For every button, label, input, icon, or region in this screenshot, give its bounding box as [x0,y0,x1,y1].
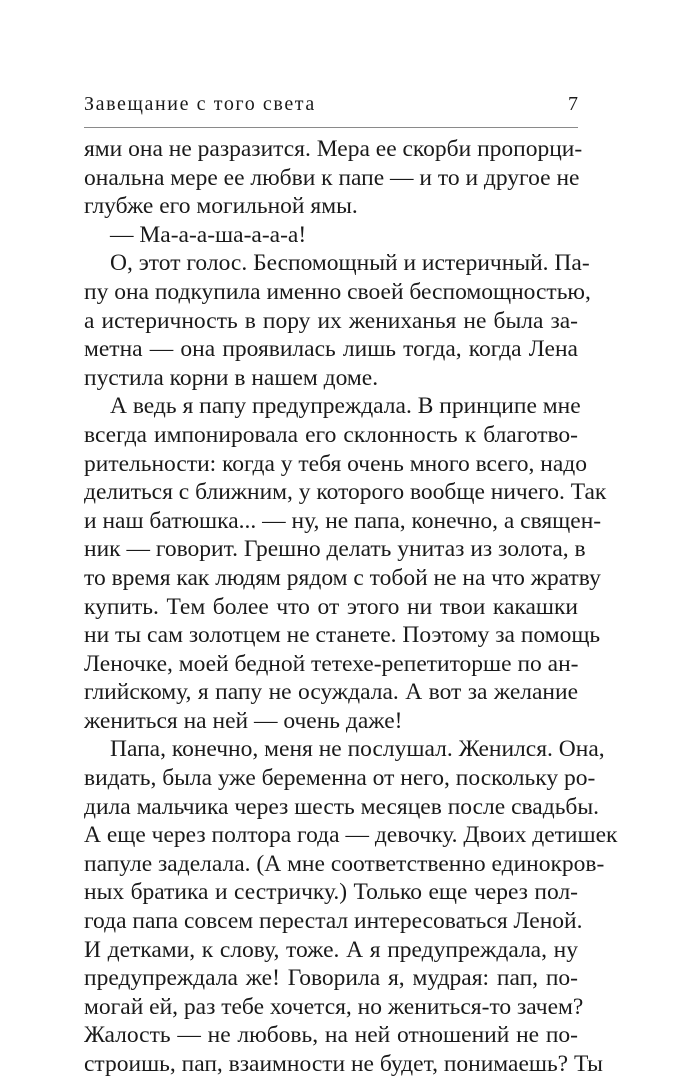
text-line: жениться на ней — очень даже! [84,707,403,734]
text-line: пустила корни в нашем доме. [84,364,379,391]
text-line: дила мальчика через шесть месяцев после свадьбы. [84,793,600,820]
text-line: А ведь я папу предупреждала. В принципе мне [110,393,581,420]
header-rule [84,127,578,128]
text-line: А еще через полтора года — девочку. Двоих детишек [84,822,618,849]
text-line: метна — она проявилась лишь тогда, когда Лена [84,336,578,363]
text-line: предупреждала же! Говорила я, мудрая: пап, по- [84,965,578,992]
text-line: И детками, к слову, тоже. А я предупреждала, ну [84,936,578,963]
text-line: ональна мере ее любви к папе — и то и другое не [84,164,580,191]
running-title: Завещание с того света [84,93,316,115]
text-line: — Ма-а-а-ша-а-а-а! [110,221,307,248]
text-line: ни ты сам золотцем не станете. Поэтому за помощь [84,622,601,649]
text-line: О, этот голос. Беспомощный и истеричный. Па- [110,250,590,277]
text-line: ями она не разразится. Мера ее скорби пропорци- [84,136,583,162]
text-line: глийскому, я папу не осуждала. А вот за желание [84,679,578,706]
text-line: могай ей, раз тебе хочется, но жениться-то зачем? [84,993,584,1020]
page-number: 7 [568,93,578,115]
text-line: года папа совсем перестал интересоваться Леной. [84,908,583,935]
text-line: папуле заделала. (А мне соответственно единокров- [84,850,605,877]
text-line: делиться с ближним, у которого вообще ничего. Так [84,479,607,506]
text-line: глубже его могильной ямы. [84,193,358,220]
text-line: купить. Тем более что от этого ни твои какашки [84,593,578,620]
text-line: строишь, пап, взаимности не будет, понимаешь? Ты [84,1051,603,1077]
text-line: и наш батюшка... — ну, не папа, конечно, а священ- [84,507,602,534]
text-line: ных братика и сестричку.) Только еще через пол- [84,879,578,906]
body-text [84,135,618,1079]
text-line: Леночке, моей бедной тетехе-репетиторше по ан- [84,650,579,677]
text-line: ник — говорит. Грешно делать унитаз из золота, в [84,536,586,563]
text-line: рительности: когда у тебя очень много всего, надо [84,450,587,477]
running-header [84,89,578,119]
text-line: всегда импонировала его склонность к благотво- [84,421,578,448]
text-line: пу она подкупила именно своей беспомощностью, [84,278,591,305]
text-line: Папа, конечно, меня не послушал. Женился. Она, [110,736,605,763]
text-line: а истеричность в пору их жениханья не была за- [84,307,578,334]
text-line: то время как людям рядом с тобой не на что жратву [84,564,601,591]
text-line: видать, была уже беременна от него, поскольку ро- [84,765,596,792]
text-line: Жалость — не любовь, на ней отношений не по- [84,1022,578,1049]
